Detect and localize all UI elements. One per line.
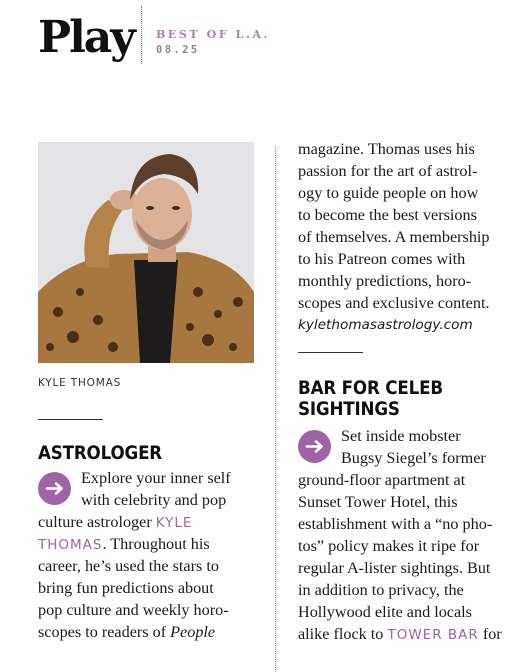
- body-line: pop culture and weekly horo-: [38, 601, 229, 619]
- body-line: magazine. Thomas uses his: [298, 140, 475, 158]
- header-divider: [141, 6, 142, 64]
- portrait-photo: [38, 142, 254, 363]
- body-line: regular A-lister sightings. But: [298, 559, 491, 577]
- body-text: culture astrologer: [38, 513, 156, 531]
- body-text: alike flock to: [298, 625, 388, 643]
- highlight-name: THOMAS: [38, 537, 103, 553]
- body-line: Sunset Tower Hotel, this: [298, 493, 458, 511]
- body-line: Bugsy Siegel’s former: [341, 449, 486, 467]
- body-line: monthly predictions, horo-: [298, 272, 472, 290]
- body-line: [38, 511, 192, 534]
- body-line: to become the best versions: [298, 206, 477, 224]
- highlight-name: KYLE: [155, 515, 193, 531]
- photo-caption: KYLE THOMAS: [38, 377, 122, 389]
- bar-heading-line-2: SIGHTINGS: [298, 398, 400, 420]
- body-line: tos” policy makes it ripe for: [298, 537, 480, 555]
- section-title: Play: [38, 12, 134, 63]
- body-line: ground-floor apartment at: [298, 471, 466, 489]
- section-rule: [38, 419, 103, 420]
- body-line: [298, 623, 502, 646]
- portrait-illustration: [38, 142, 254, 363]
- section-rule: [298, 352, 363, 353]
- body-line: [38, 621, 215, 643]
- highlight-name: TOWER BAR: [387, 627, 479, 643]
- body-line: Hollywood elite and locals: [298, 603, 472, 621]
- body-line: with celebrity and pop: [81, 491, 227, 509]
- body-line: in addition to privacy, the: [298, 581, 464, 599]
- body-line: of themselves. A membership: [298, 228, 490, 246]
- body-line: to his Patreon comes with: [298, 250, 466, 268]
- body-line: establishment with a “no pho-: [298, 515, 493, 533]
- body-line: ogy to guide people on how: [298, 184, 479, 202]
- body-text: scopes to readers of: [38, 623, 171, 641]
- body-line: Explore your inner self: [81, 469, 231, 487]
- arrow-right-icon: [38, 472, 71, 505]
- body-line: scopes and exclusive content.: [298, 294, 490, 312]
- astrologer-heading: ASTROLOGER: [38, 442, 163, 464]
- bar-heading-line-1: BAR FOR CELEB: [298, 377, 443, 399]
- body-line: passion for the art of astrol-: [298, 162, 478, 180]
- publication-name: People: [170, 623, 216, 641]
- column-divider: [275, 147, 276, 672]
- body-line: career, he’s used the stars to: [38, 557, 219, 575]
- issue-date: 08.25: [156, 44, 200, 56]
- section-kicker: BEST OF L.A.: [156, 28, 270, 41]
- body-text: . Throughout his: [102, 535, 210, 553]
- body-line: [38, 533, 210, 556]
- body-line: Set inside mobster: [341, 427, 461, 445]
- website-link[interactable]: kylethomasastrology.com: [298, 317, 473, 333]
- arrow-right-icon: [298, 430, 331, 463]
- body-line: bring fun predictions about: [38, 579, 214, 597]
- body-text: for: [478, 625, 502, 643]
